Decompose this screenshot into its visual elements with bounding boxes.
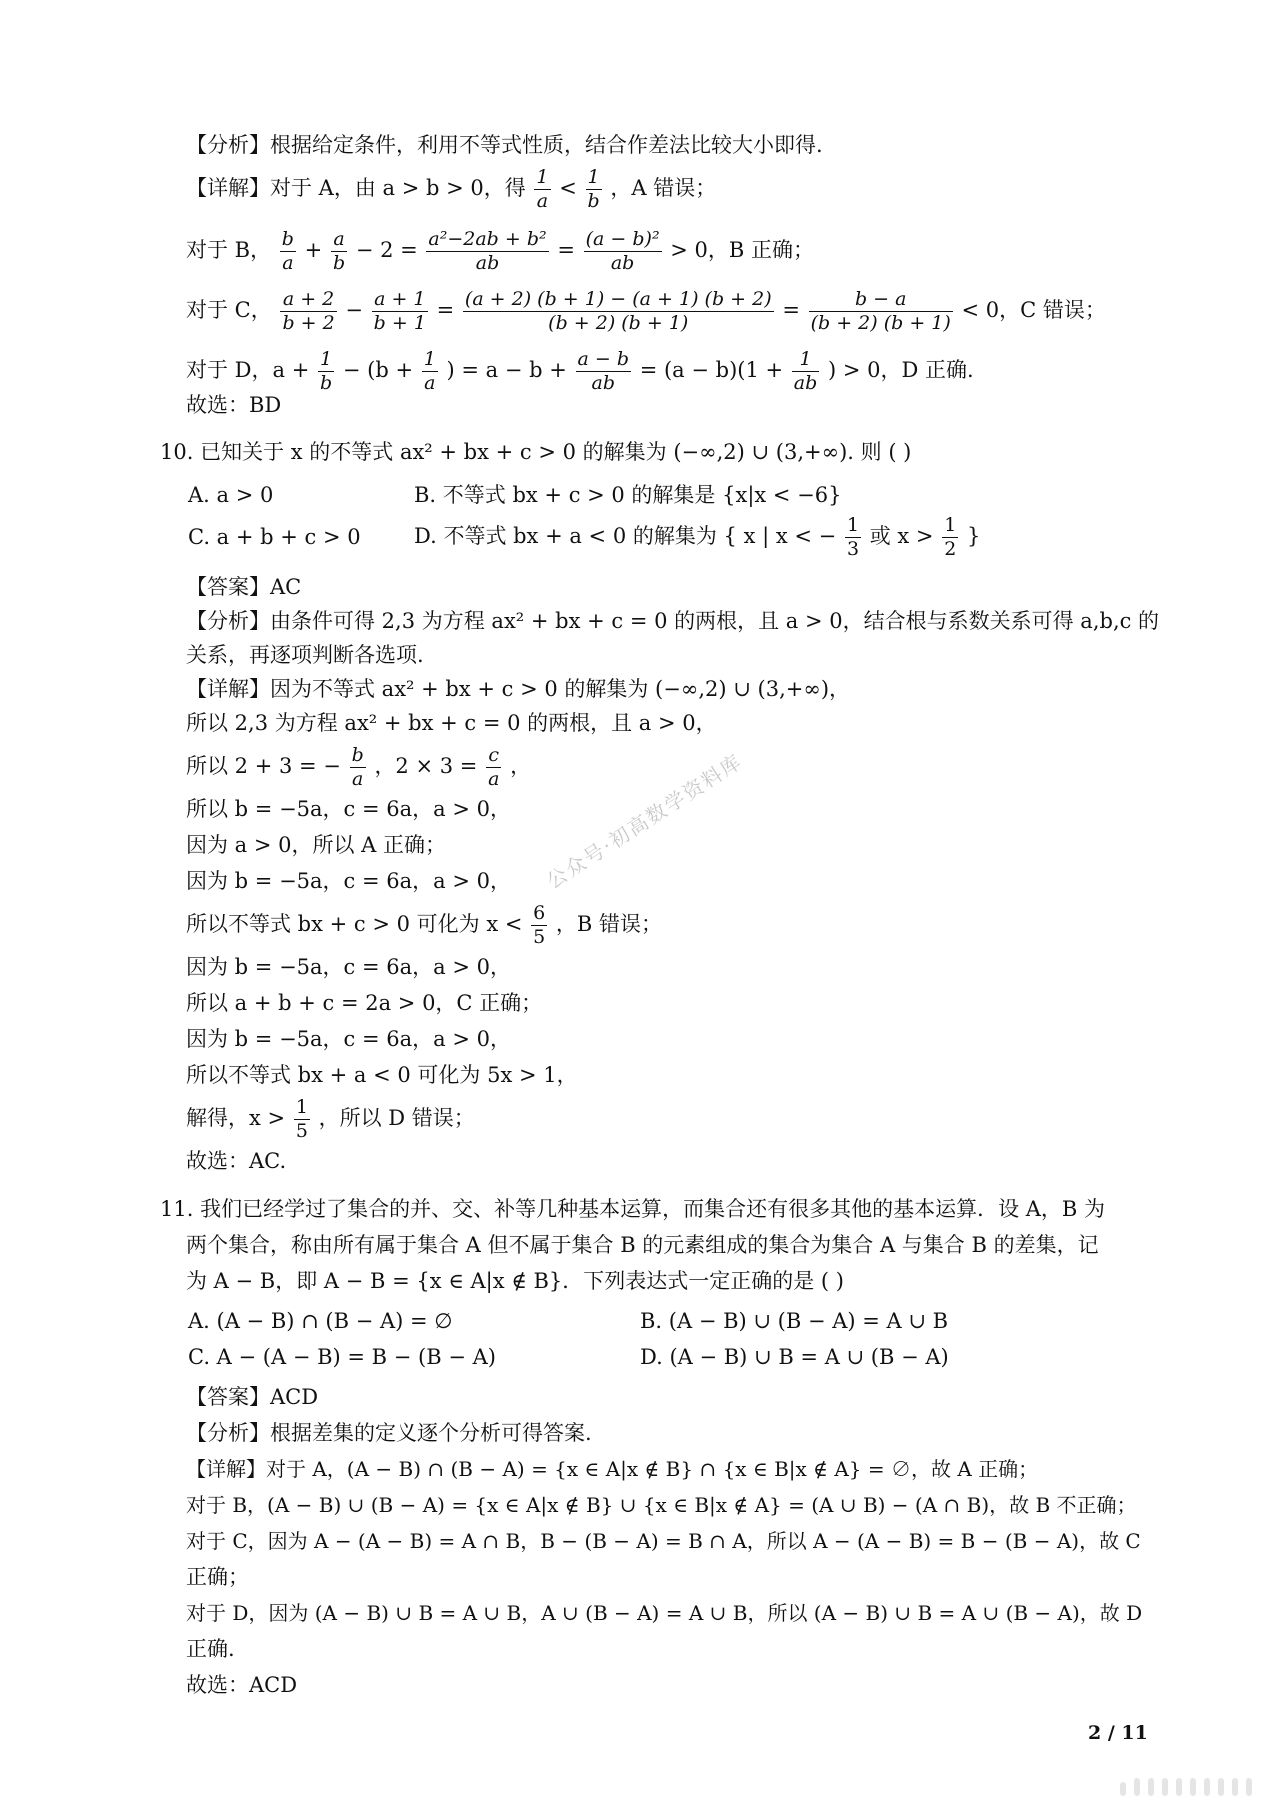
q11-detail-3: 对于 C，因为 A − (A − B) = A ∩ B，B − (B − A) = B ∩ A，所以 A − (A − B) = B − (B − A)，故 C	[186, 1529, 1141, 1553]
toolbar-bar	[1190, 1778, 1196, 1796]
q10-option-c: C. a + b + c > 0	[188, 525, 361, 549]
toolbar-bar	[1148, 1778, 1154, 1796]
q10-detail-6: 因为 b = −5a，c = 6a，a > 0，	[186, 869, 511, 893]
q10-answer: 【答案】AC	[186, 575, 302, 599]
q10-detail-3: 所以 2 + 3 = − $\frac{b}{a}$ ，2 × 3 = $\frac{c}{a}$ ，	[186, 744, 532, 790]
toolbar-bar	[1204, 1778, 1210, 1796]
q10-detail-10: 因为 b = −5a，c = 6a，a > 0，	[186, 1027, 511, 1051]
q11-option-d: D. (A − B) ∪ B = A ∪ (B − A)	[640, 1345, 949, 1369]
q10-detail-5: 因为 a > 0，所以 A 正确；	[186, 833, 447, 857]
toolbar-bar	[1162, 1778, 1168, 1796]
q11-detail-5: 对于 D，因为 (A − B) ∪ B = A ∪ B，A ∪ (B − A) = A ∪ B，所以 (A − B) ∪ B = A ∪ (B − A)，故 D	[186, 1601, 1143, 1625]
q11-stem-2: 两个集合，称由所有属于集合 A 但不属于集合 B 的元素组成的集合为集合 A 与集合 B 的差集，记	[186, 1233, 1099, 1257]
toolbar-bar	[1218, 1778, 1224, 1796]
q11-option-a: A. (A − B) ∩ (B − A) = ∅	[188, 1309, 453, 1333]
q11-analysis: 【分析】根据差集的定义逐个分析可得答案.	[186, 1421, 592, 1445]
q11-detail-1: 【详解】对于 A，(A − B) ∩ (B − A) = {x ∈ A|x ∉ B} ∩ {x ∈ B|x ∉ A} = ∅，故 A 正确；	[186, 1457, 1039, 1481]
q9-analysis: 【分析】根据给定条件，利用不等式性质，结合作差法比较大小即得.	[186, 133, 823, 157]
q11-detail-2: 对于 B，(A − B) ∪ (B − A) = {x ∈ A|x ∉ B} ∪ {x ∈ B|x ∉ A} = (A ∪ B) − (A ∩ B)，故 B 不正确；	[186, 1493, 1137, 1517]
q11-option-c: C. A − (A − B) = B − (B − A)	[188, 1345, 496, 1369]
q10-choice: 故选：AC.	[186, 1149, 287, 1173]
q10-detail-2: 所以 2,3 为方程 ax² + bx + c = 0 的两根，且 a > 0，	[186, 711, 717, 735]
q10-option-d: D. 不等式 bx + a < 0 的解集为 { x | x < − $\frac{1}{3}$ 或 x > $\frac{1}{2}$ }	[414, 514, 981, 560]
q10-analysis-1: 【分析】由条件可得 2,3 为方程 ax² + bx + c = 0 的两根，且 a > 0，结合根与系数关系可得 a,b,c 的	[186, 609, 1160, 633]
q11-choice: 故选：ACD	[186, 1673, 298, 1697]
q11-stem-1: 11. 我们已经学过了集合的并、交、补等几种基本运算，而集合还有很多其他的基本运算．设 A，B 为	[160, 1197, 1106, 1221]
q11-option-b: B. (A − B) ∪ (B − A) = A ∪ B	[640, 1309, 949, 1333]
toolbar-bar	[1120, 1782, 1126, 1796]
q9-detail-a: 【详解】对于 A，由 a > b > 0，得 $\frac{1}{a}$ < $\frac{1}{b}$ ，A 错误；	[186, 166, 717, 212]
q10-detail-8: 因为 b = −5a，c = 6a，a > 0，	[186, 955, 511, 979]
q10-detail-1: 【详解】因为不等式 ax² + bx + c > 0 的解集为 (−∞,2) ∪ (3,+∞)，	[186, 677, 851, 701]
page-number: 2 / 11	[1088, 1722, 1148, 1744]
q10-detail-12: 解得，x > $\frac{1}{5}$ ，所以 D 错误；	[186, 1096, 475, 1142]
q10-analysis-2: 关系，再逐项判断各选项.	[186, 643, 424, 667]
q9-choice: 故选：BD	[186, 393, 282, 417]
q9-detail-b: 对于 B， $\frac{b}{a}$ + $\frac{a}{b}$ − 2 = $\frac{\text{a²−2ab + b²}}{ab}$ = $\frac{\text{(a − b)²}}{ab}$ > 0，B 正确；	[186, 228, 814, 274]
q11-stem-3: 为 A − B，即 A − B = {x ∈ A|x ∉ B}．下列表达式一定正确的是 ( )	[186, 1269, 844, 1293]
q11-answer: 【答案】ACD	[186, 1385, 319, 1409]
q10-stem: 10. 已知关于 x 的不等式 ax² + bx + c > 0 的解集为 (−∞,2) ∪ (3,+∞). 则 ( )	[160, 440, 912, 464]
toolbar-bar	[1176, 1778, 1182, 1796]
toolbar-bar	[1246, 1778, 1252, 1796]
toolbar-bar	[1232, 1778, 1238, 1796]
q10-option-a: A. a > 0	[188, 483, 274, 507]
viewer-toolbar	[1120, 1770, 1270, 1800]
q10-detail-7: 所以不等式 bx + c > 0 可化为 x < $\frac{6}{5}$ ，B 错误；	[186, 902, 663, 948]
q10-detail-4: 所以 b = −5a，c = 6a，a > 0，	[186, 797, 511, 821]
toolbar-bar	[1134, 1778, 1140, 1796]
q10-detail-9: 所以 a + b + c = 2a > 0，C 正确；	[186, 991, 543, 1015]
q11-detail-4: 正确；	[186, 1565, 249, 1589]
q9-detail-d: 对于 D，a + $\frac{1}{b}$ − (b + $\frac{1}{a}$ ) = a − b + $\frac{a - b}{ab}$ = (a − b)(1 + $\frac{1}{ab}$ ) > 0，D 正确.	[186, 348, 974, 394]
q11-detail-6: 正确.	[186, 1637, 235, 1661]
q10-option-b: B. 不等式 bx + c > 0 的解集是 {x|x < −6}	[414, 483, 842, 507]
q9-detail-c: 对于 C， $\frac{a + 2}{b + 2}$ − $\frac{a + 1}{b + 1}$ = $\frac{(a + 2) (b + 1) - (a + 1) (b + 2)}{(b + 2) (b + 1)}$ = $\frac{b - a}{(b + 2) (b + 1)}$ < 0，C 错误；	[186, 288, 1106, 334]
q10-detail-11: 所以不等式 bx + a < 0 可化为 5x > 1，	[186, 1063, 578, 1087]
watermark: 公众号·初高数学资料库	[542, 748, 747, 894]
